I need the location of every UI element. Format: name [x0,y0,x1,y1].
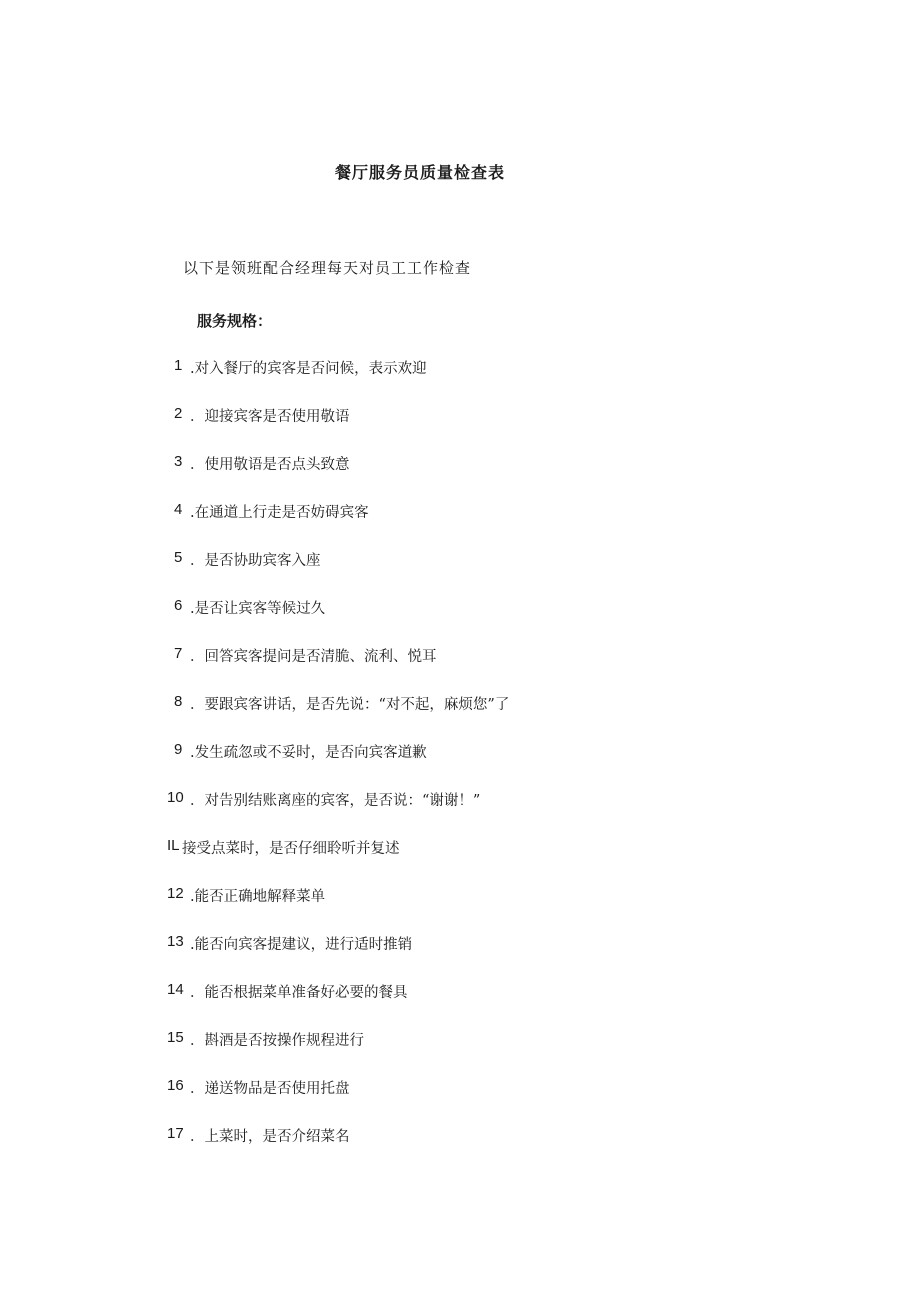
section-heading: 服务规格： [197,312,273,330]
item-text: ．递送物品是否使用托盘 [190,1081,350,1097]
item-number: 14 [167,981,184,998]
list-item [0,1125,700,1173]
item-text: ．使用敬语是否点头致意 [190,457,350,473]
item-number: 3 [174,453,183,470]
item-number: 8 [174,693,183,710]
item-number: 10 [167,789,184,806]
checklist [0,357,700,1173]
item-text: ．能否根据菜单准备好必要的餐具 [190,985,408,1001]
item-text: ．上菜时，是否介绍菜名 [190,1129,350,1145]
item-text: ．回答宾客提问是否清脆、流利、悦耳 [190,649,437,665]
item-text: 接受点菜时，是否仔细聆听并复述 [182,841,400,857]
item-number: 17 [167,1125,184,1142]
list-item [0,357,700,405]
list-item [0,933,700,981]
item-number: 9 [174,741,183,758]
item-text: ．对告别结账离座的宾客，是否说：“谢谢！” [190,793,481,809]
item-number: 15 [167,1029,184,1046]
item-text: ．是否协助宾客入座 [190,553,321,569]
list-item [0,741,700,789]
list-item [0,1029,700,1077]
item-text: .发生疏忽或不妥时，是否向宾客道歉 [190,745,427,761]
item-text: .能否正确地解释菜单 [190,889,326,905]
item-number: 6 [174,597,183,614]
item-number: 4 [174,501,183,518]
item-text: .对入餐厅的宾客是否问候，表示欢迎 [190,361,427,377]
item-number: 16 [167,1077,184,1094]
item-text: .是否让宾客等候过久 [190,601,326,617]
item-text: .在通道上行走是否妨碍宾客 [190,505,369,521]
item-number: 13 [167,933,184,950]
item-number: 5 [174,549,183,566]
list-item [0,405,700,453]
list-item [0,981,700,1029]
item-number: 2 [174,405,183,422]
item-number: 7 [174,645,183,662]
list-item [0,597,700,645]
list-item [0,693,700,741]
list-item [0,837,700,885]
item-text: ．迎接宾客是否使用敬语 [190,409,350,425]
list-item [0,501,700,549]
item-text: .能否向宾客提建议，进行适时推销 [190,937,413,953]
item-number: 1 [174,357,183,374]
item-text: ．要跟宾客讲话，是否先说：“对不起，麻烦您”了 [190,697,510,713]
list-item [0,549,700,597]
list-item [0,885,700,933]
intro-text: 以下是领班配合经理每天对员工工作检查 [183,259,472,277]
list-item [0,645,700,693]
list-item [0,453,700,501]
document-title: 餐厅服务员质量检查表 [334,163,505,182]
list-item [0,1077,700,1125]
item-number: IL [167,837,180,854]
item-number: 12 [167,885,184,902]
list-item [0,789,700,837]
item-text: ．斟酒是否按操作规程进行 [190,1033,364,1049]
